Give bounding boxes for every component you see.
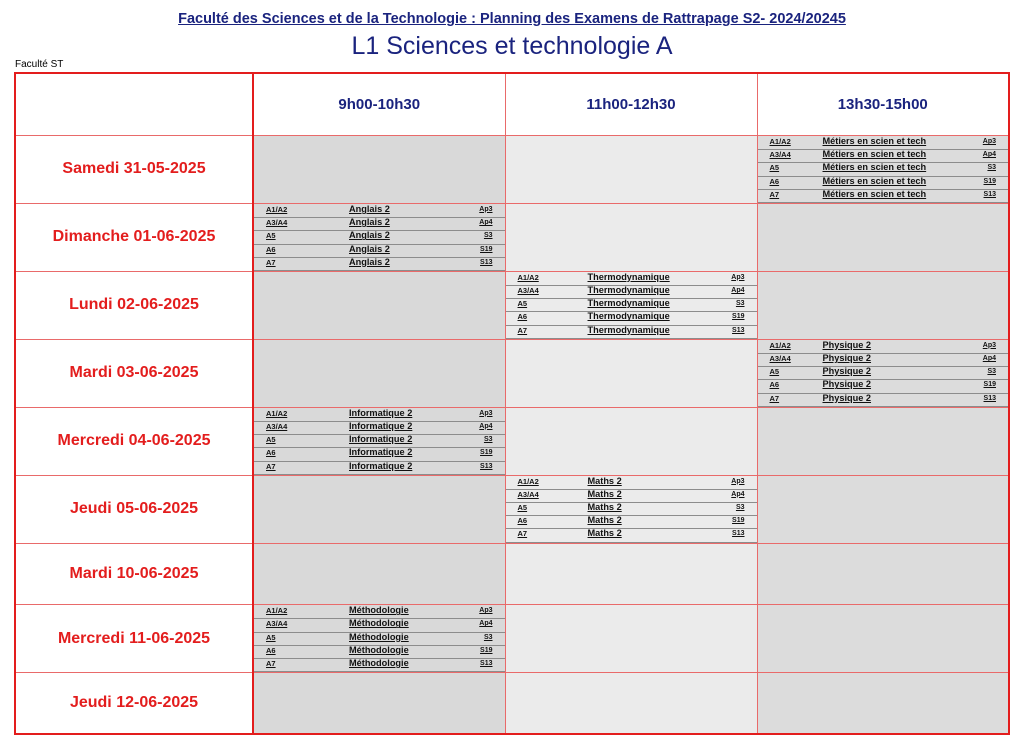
module-name: Informatique 2 bbox=[349, 447, 413, 458]
room-label: S13 bbox=[983, 394, 996, 402]
group-label: A1/A2 bbox=[517, 272, 539, 282]
slot-cell bbox=[757, 543, 1009, 605]
slot-cell bbox=[253, 543, 505, 605]
group-label: A6 bbox=[769, 176, 780, 186]
day-label: Mardi 03-06-2025 bbox=[15, 339, 253, 407]
slot-cell bbox=[505, 543, 757, 605]
room-label: S3 bbox=[483, 436, 493, 444]
exam-entry bbox=[506, 490, 757, 503]
day-label: Jeudi 12-06-2025 bbox=[15, 673, 253, 735]
group-label: A1/A2 bbox=[769, 340, 791, 350]
group-label: A5 bbox=[769, 163, 780, 173]
group-label: A3/A4 bbox=[266, 218, 288, 228]
group-label: A7 bbox=[266, 658, 276, 668]
room-label: S19 bbox=[480, 245, 493, 253]
module-name: Métiers en scien et tech bbox=[822, 162, 927, 173]
group-label: A6 bbox=[266, 448, 276, 458]
module-name: Anglais 2 bbox=[349, 203, 390, 214]
slot-cell bbox=[253, 271, 505, 339]
module-name: Physique 2 bbox=[822, 366, 872, 377]
module-name: Informatique 2 bbox=[349, 420, 413, 431]
room-label: Ap3 bbox=[479, 409, 493, 417]
group-label: A5 bbox=[266, 632, 276, 642]
group-label: A1/A2 bbox=[517, 476, 539, 486]
slot-header: 11h00-12h30 bbox=[505, 73, 757, 136]
slot-cell bbox=[757, 475, 1009, 543]
room-label: Ap3 bbox=[982, 138, 996, 145]
group-label: A5 bbox=[266, 231, 276, 241]
slot-header-row bbox=[15, 73, 1009, 136]
room-label: S13 bbox=[480, 659, 493, 667]
room-label: S19 bbox=[480, 449, 493, 457]
slot-cell bbox=[505, 339, 757, 407]
day-label: Mardi 10-06-2025 bbox=[15, 543, 253, 605]
slot-cell bbox=[757, 605, 1009, 673]
exam-entry bbox=[254, 462, 505, 475]
group-label: A6 bbox=[517, 312, 528, 322]
slot-header: 9h00-10h30 bbox=[253, 73, 505, 136]
room-label: S19 bbox=[983, 381, 996, 389]
room-label: S19 bbox=[732, 313, 745, 321]
module-name: Thermodynamique bbox=[587, 311, 670, 322]
exam-block bbox=[254, 204, 505, 271]
slot-cell bbox=[253, 136, 505, 204]
room-label: Ap4 bbox=[479, 219, 493, 227]
slot-cell bbox=[253, 673, 505, 735]
module-name: Informatique 2 bbox=[349, 407, 413, 418]
group-label: A3/A4 bbox=[266, 619, 288, 629]
exam-entry bbox=[758, 190, 1009, 203]
document-title: Faculté des Sciences et de la Technologie : Planning des Examens de Rattrapage S2- 2024/20245 bbox=[178, 11, 846, 27]
module-name: Physique 2 bbox=[822, 392, 872, 403]
module-name: Maths 2 bbox=[587, 528, 622, 539]
day-label: Samedi 31-05-2025 bbox=[15, 136, 253, 204]
module-name: Anglais 2 bbox=[349, 230, 390, 241]
module-name: Méthodologie bbox=[349, 631, 409, 642]
group-label: A5 bbox=[517, 503, 528, 513]
group-label: A3/A4 bbox=[769, 354, 791, 363]
module-name: Thermodynamique bbox=[587, 324, 670, 335]
group-label: A7 bbox=[517, 325, 528, 335]
room-label: Ap4 bbox=[479, 620, 493, 628]
group-label: A6 bbox=[517, 516, 528, 526]
module-name: Informatique 2 bbox=[349, 460, 413, 471]
group-label: A1/A2 bbox=[769, 137, 791, 146]
room-label: Ap4 bbox=[731, 490, 745, 498]
room-label: S19 bbox=[983, 177, 996, 185]
group-label: A3/A4 bbox=[266, 421, 288, 431]
slot-cell bbox=[253, 605, 505, 673]
module-name: Maths 2 bbox=[587, 515, 622, 526]
module-name: Anglais 2 bbox=[349, 217, 390, 228]
slot-cell bbox=[253, 339, 505, 407]
slot-cell bbox=[505, 203, 757, 271]
group-label: A5 bbox=[266, 435, 276, 445]
day-label: Lundi 02-06-2025 bbox=[15, 271, 253, 339]
module-name: Physique 2 bbox=[822, 353, 872, 363]
day-label: Mercredi 04-06-2025 bbox=[15, 407, 253, 475]
group-label: A7 bbox=[517, 529, 528, 539]
module-name: Métiers en scien et tech bbox=[822, 175, 927, 186]
group-label: A1/A2 bbox=[266, 408, 288, 418]
slot-cell bbox=[757, 407, 1009, 475]
room-label: Ap4 bbox=[731, 287, 745, 295]
room-label: S3 bbox=[483, 633, 493, 641]
day-row bbox=[15, 271, 1009, 339]
group-label: A7 bbox=[769, 393, 780, 403]
faculty-label: Faculté ST bbox=[15, 59, 64, 70]
slot-cell bbox=[253, 475, 505, 543]
exam-entry bbox=[506, 516, 757, 529]
class-title: L1 Sciences et technologie A bbox=[351, 32, 673, 60]
slot-cell bbox=[505, 475, 757, 543]
exam-entry bbox=[506, 326, 757, 339]
room-label: Ap3 bbox=[982, 341, 996, 349]
room-label: S19 bbox=[480, 646, 493, 654]
group-label: A3/A4 bbox=[517, 286, 539, 296]
exam-block bbox=[254, 605, 505, 672]
room-label: Ap3 bbox=[731, 273, 745, 281]
room-label: Ap4 bbox=[982, 151, 996, 159]
exam-block bbox=[506, 272, 757, 339]
module-name: Informatique 2 bbox=[349, 434, 413, 445]
group-label: A1/A2 bbox=[266, 204, 288, 214]
exam-entry bbox=[758, 394, 1009, 407]
group-label: A7 bbox=[266, 257, 276, 267]
room-label: Ap3 bbox=[731, 477, 745, 485]
slot-cell bbox=[505, 136, 757, 204]
slot-cell bbox=[757, 271, 1009, 339]
module-name: Méthodologie bbox=[349, 605, 409, 616]
exam-entry bbox=[254, 258, 505, 271]
slot-cell bbox=[505, 605, 757, 673]
group-label: A6 bbox=[266, 645, 276, 655]
group-label: A3/A4 bbox=[769, 150, 791, 160]
module-name: Méthodologie bbox=[349, 644, 409, 655]
room-label: Ap3 bbox=[479, 607, 493, 615]
day-row bbox=[15, 339, 1009, 407]
day-row bbox=[15, 475, 1009, 543]
group-label: A6 bbox=[266, 244, 276, 254]
slot-cell bbox=[253, 407, 505, 475]
day-label: Dimanche 01-06-2025 bbox=[15, 203, 253, 271]
exam-entry bbox=[758, 367, 1009, 380]
room-label: S13 bbox=[983, 190, 996, 198]
room-label: S3 bbox=[735, 504, 745, 512]
module-name: Anglais 2 bbox=[349, 256, 390, 267]
exam-entry bbox=[758, 354, 1009, 367]
slot-cell bbox=[253, 203, 505, 271]
exam-entry bbox=[758, 380, 1009, 393]
day-row bbox=[15, 136, 1009, 204]
group-label: A7 bbox=[769, 189, 780, 199]
day-label: Jeudi 05-06-2025 bbox=[15, 475, 253, 543]
exam-entry bbox=[254, 659, 505, 672]
exam-block bbox=[758, 340, 1009, 407]
module-name: Anglais 2 bbox=[349, 243, 390, 254]
module-name: Méthodologie bbox=[349, 618, 409, 629]
room-label: S13 bbox=[732, 326, 745, 334]
room-label: S19 bbox=[732, 517, 745, 525]
exam-schedule-table bbox=[14, 72, 1010, 735]
room-label: Ap4 bbox=[982, 355, 996, 362]
slot-cell bbox=[505, 271, 757, 339]
module-name: Maths 2 bbox=[587, 502, 622, 513]
module-name: Maths 2 bbox=[587, 475, 622, 486]
exam-block bbox=[254, 408, 505, 475]
room-label: S13 bbox=[732, 530, 745, 538]
room-label: Ap3 bbox=[479, 205, 493, 213]
slot-cell bbox=[505, 673, 757, 735]
room-label: S3 bbox=[987, 164, 996, 172]
slot-cell bbox=[757, 203, 1009, 271]
room-label: Ap4 bbox=[479, 422, 493, 430]
room-label: S13 bbox=[480, 258, 493, 266]
group-label: A7 bbox=[266, 461, 276, 471]
group-label: A6 bbox=[769, 380, 780, 390]
day-row bbox=[15, 543, 1009, 605]
group-label: A1/A2 bbox=[266, 606, 288, 616]
day-row bbox=[15, 673, 1009, 735]
room-label: S3 bbox=[483, 232, 493, 240]
corner-cell bbox=[15, 73, 253, 136]
exam-entry bbox=[758, 341, 1009, 354]
slot-cell bbox=[757, 673, 1009, 735]
exam-entry bbox=[506, 503, 757, 516]
module-name: Métiers en scien et tech bbox=[822, 149, 927, 160]
day-row bbox=[15, 407, 1009, 475]
group-label: A5 bbox=[517, 299, 528, 309]
room-label: S13 bbox=[480, 462, 493, 470]
module-name: Thermodynamique bbox=[587, 271, 670, 282]
group-label: A5 bbox=[769, 367, 780, 377]
exam-entry bbox=[506, 477, 757, 490]
module-name: Maths 2 bbox=[587, 488, 622, 499]
day-row bbox=[15, 605, 1009, 673]
module-name: Thermodynamique bbox=[587, 298, 670, 309]
room-label: S3 bbox=[987, 368, 996, 376]
exam-block bbox=[758, 136, 1009, 203]
module-name: Métiers en scien et tech bbox=[822, 188, 927, 199]
module-name: Méthodologie bbox=[349, 657, 409, 668]
slot-cell bbox=[757, 136, 1009, 204]
module-name: Physique 2 bbox=[822, 339, 872, 350]
module-name: Thermodynamique bbox=[587, 285, 670, 296]
room-label: S3 bbox=[735, 300, 745, 308]
exam-entry bbox=[506, 529, 757, 542]
slot-header: 13h30-15h00 bbox=[757, 73, 1009, 136]
day-row bbox=[15, 203, 1009, 271]
module-name: Physique 2 bbox=[822, 379, 872, 390]
slot-cell bbox=[757, 339, 1009, 407]
group-label: A3/A4 bbox=[517, 489, 539, 499]
module-name: Métiers en scien et tech bbox=[822, 136, 927, 146]
exam-block bbox=[506, 476, 757, 543]
day-label: Mercredi 11-06-2025 bbox=[15, 605, 253, 673]
slot-cell bbox=[505, 407, 757, 475]
